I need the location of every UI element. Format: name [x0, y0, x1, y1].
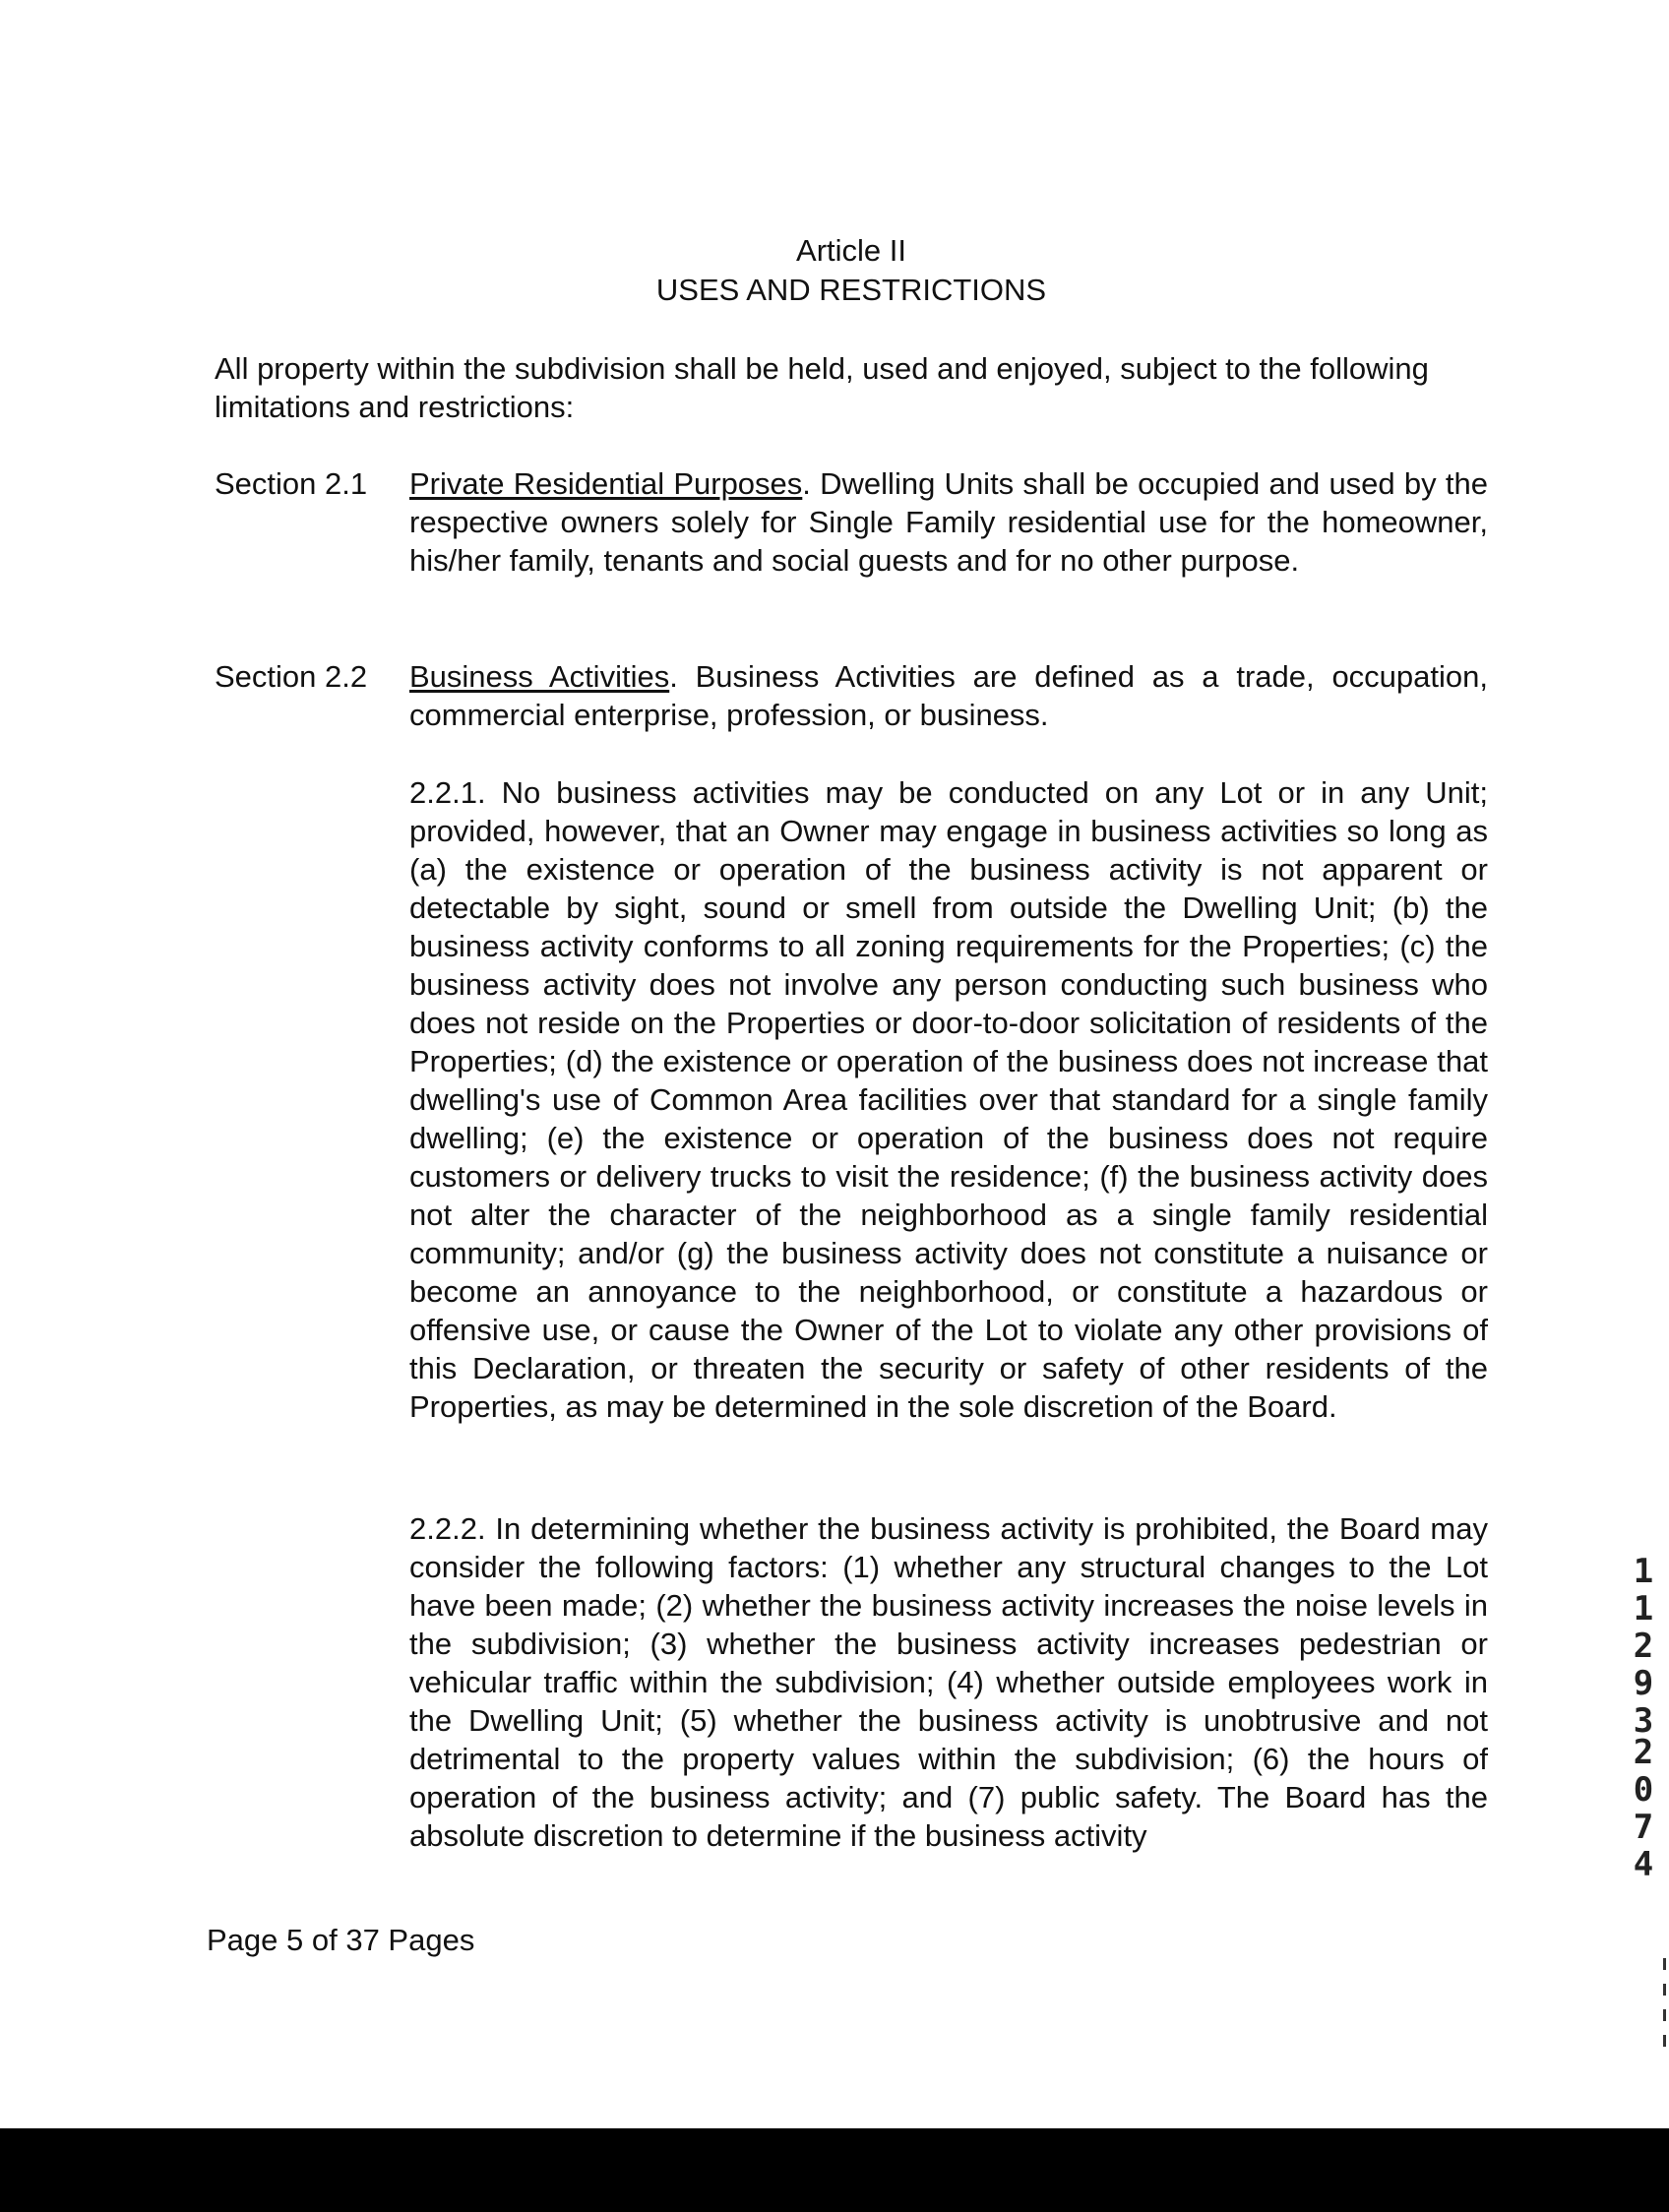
stamp-digit: 4: [1633, 1845, 1654, 1884]
section-2-2-heading: Business Activities: [409, 659, 670, 694]
recording-stamp-top: [1626, 1553, 1661, 1740]
scan-edge-marks: [1663, 1958, 1666, 2066]
subsection-2-2-2: 2.2.2. In determining whether the business activity is prohibited, the Board may consider the following factors: (1) whether any structural changes to the Lot have been made; (2) whether the business activity increases the noise levels in the subdivision; (3) whether the business activity increases pedestrian or vehicular traffic within the subdivision; (4) whether outside employees work in the Dwelling Unit; (5) whether the business activity is unobtrusive and not detrimental to the property values within the subdivision; (6) the hours of operation of the business activity; and (7) public safety. The Board has the absolute discretion to determine if the business activity: [409, 1511, 1488, 1853]
section-2-1-text: . Dwelling Units shall be occupied and used by the respective owners solely for Single Family residential use for the homeowner, his/her family, tenants and social guests and for no other purpose.: [409, 466, 1488, 578]
section-2-1-label: Section 2.1: [215, 466, 368, 501]
scan-tick: [1663, 1984, 1666, 1996]
recording-stamp-bottom: [1626, 1734, 1661, 1883]
page-number: Page 5 of 37 Pages: [207, 1923, 475, 1957]
stamp-digit: 7: [1633, 1808, 1654, 1847]
section-2-2-label: Section 2.2: [215, 659, 368, 694]
stamp-digit: 9: [1633, 1664, 1654, 1703]
scan-tick: [1663, 2035, 1666, 2047]
article-title: USES AND RESTRICTIONS: [655, 273, 1047, 307]
scan-tick: [1663, 1958, 1666, 1970]
stamp-digit: 1: [1633, 1589, 1654, 1628]
stamp-digit: 0: [1633, 1770, 1654, 1810]
stamp-digit: 2: [1633, 1627, 1654, 1666]
section-2-1-body: [409, 464, 1488, 580]
stamp-digit: 1: [1633, 1552, 1654, 1591]
intro-paragraph: All property within the subdivision shall be held, used and enjoyed, subject to the following limitations and restrictions:: [215, 351, 1429, 424]
section-2-1-heading: Private Residential Purposes: [409, 466, 803, 501]
stamp-digit: 2: [1633, 1733, 1654, 1772]
scan-bottom-border: [0, 2128, 1669, 2212]
stamp-digit: 3: [1633, 1701, 1654, 1741]
subsection-2-2-1: 2.2.1. No business activities may be conducted on any Lot or in any Unit; provided, however, that an Owner may engage in business activities so long as (a) the existence or operation of the business activity is not apparent or detectable by sight, sound or smell from outside the Dwelling Unit; (b) the business activity conforms to all zoning requirements for the Properties; (c) the business activity does not involve any person conducting such business who does not reside on the Properties or door-to-door solicitation of residents of the Properties; (d) the existence or operation of the business does not increase that dwelling's use of Common Area facilities over that standard for a single family dwelling; (e) the existence or operation of the business does not require customers or delivery trucks to visit the residence; (f) the business activity does not alter the character of the neighborhood as a single family residential community; and/or (g) the business activity does not constitute a nuisance or become an annoyance to the neighborhood, or constitute a hazardous or offensive use, or cause the Owner of the Lot to violate any other provisions of this Declaration, or threaten the security or safety of other residents of the Properties, as may be determined in the sole discretion of the Board.: [409, 775, 1488, 1424]
article-number: Article II: [796, 233, 906, 268]
section-2-2-body: [409, 657, 1488, 734]
scan-tick: [1663, 2009, 1666, 2021]
section-2-2-text: . Business Activities are defined as a trade, occupation, commercial enterprise, profession, or business.: [409, 659, 1488, 732]
